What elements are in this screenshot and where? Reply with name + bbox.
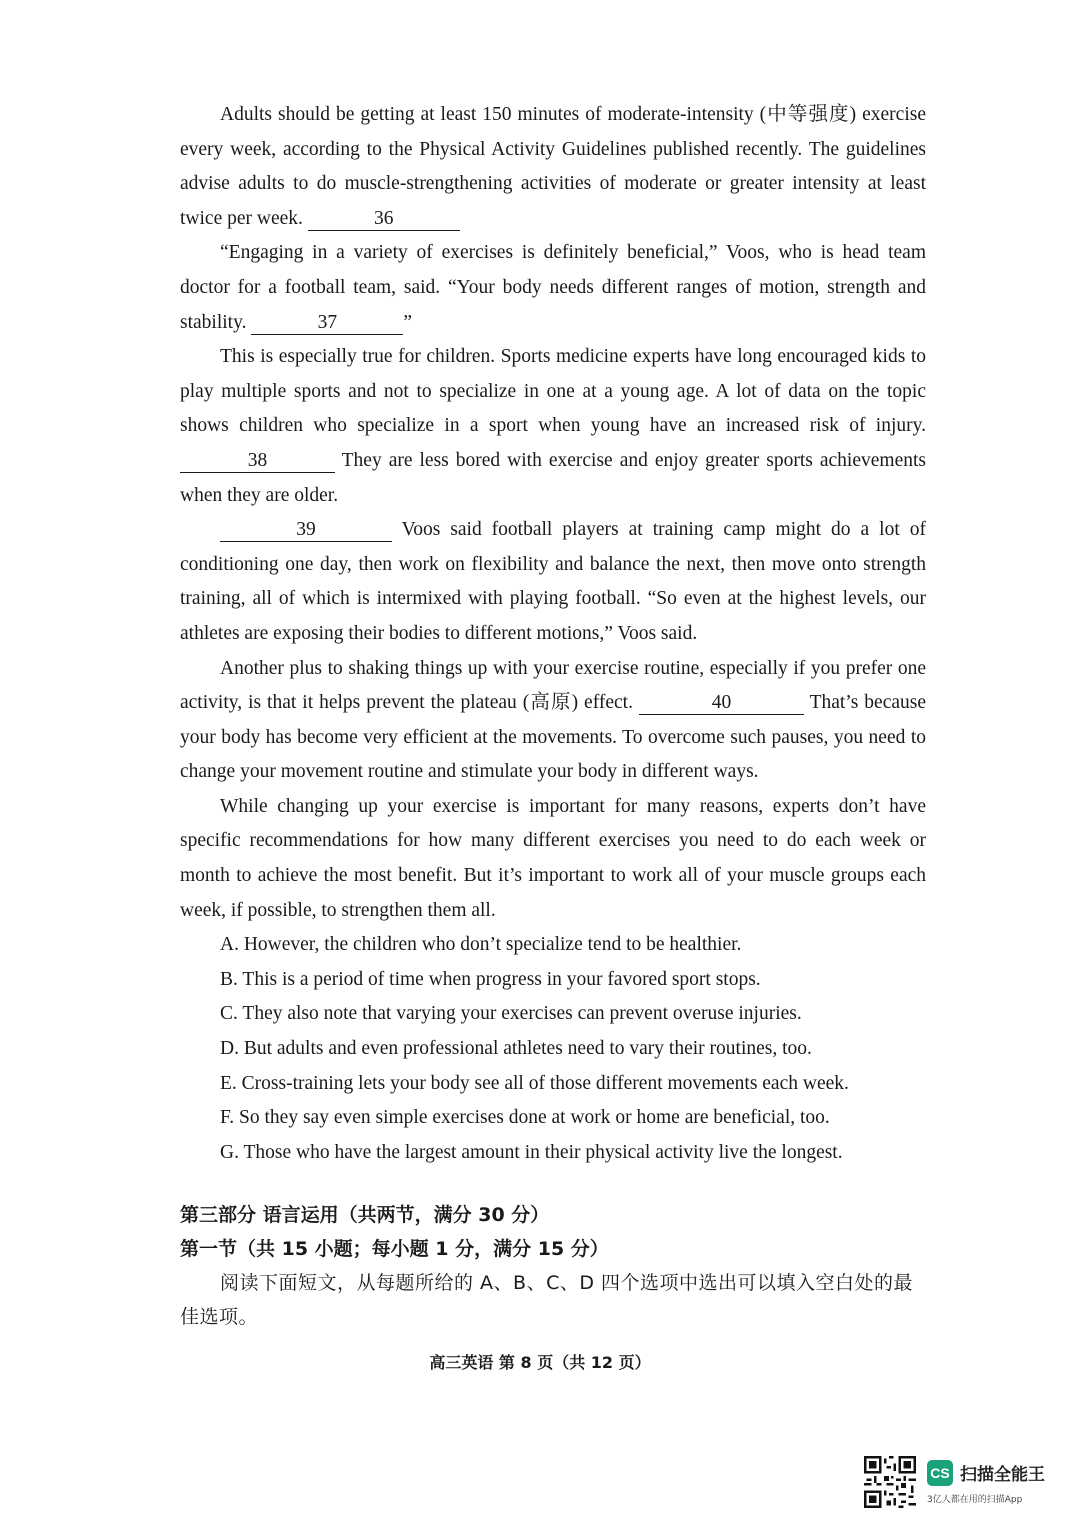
closing-quote: ” <box>403 311 412 333</box>
paragraph-text: “Engaging in a variety of exercises is definitely beneficial,” Voos, who is head team doctor for a football team, said. “Your body needs different ranges of motion, strength and stability. <box>180 242 926 333</box>
scanner-app-name: 扫描全能王 <box>960 1465 1045 1485</box>
blank-39: 39 <box>220 519 392 542</box>
blank-40: 40 <box>639 692 804 715</box>
paragraph-text: Voos said football players at training camp might do a lot of conditioning one day, then work on flexibility and balance the next, then move onto strength training, all of which is intermixed with playing football. “So even at the highest levels, our athletes are exposing their bodies to different motions,” Voos said. <box>180 519 926 644</box>
answer-options <box>180 928 926 1170</box>
passage-paragraph-3 <box>180 340 926 513</box>
option-c: C. They also note that varying your exercises can prevent overuse injuries. <box>220 1003 802 1025</box>
option-d: D. But adults and even professional athletes need to vary their routines, too. <box>220 1038 812 1060</box>
camscanner-logo: CS <box>927 1460 953 1486</box>
passage-paragraph-7 <box>180 790 926 928</box>
paragraph-text: While changing up your exercise is important for many reasons, experts don’t have specific recommendations for how many different exercises you need to do each week or month to achieve the most benefit. But it’s important to work all of your muscle groups each week, if possible, to strengthen them all. <box>180 795 926 921</box>
paragraph-text: Adults should be getting at least 150 minutes of moderate-intensity (中等强度) exercise every week, according to the Physical Activity Guidelines published recently. The guidelines advise adults to do muscle-strengthening activities of moderate or greater intensity at least twice per week. <box>180 104 926 229</box>
paragraph-text: This is especially true for children. Sports medicine experts have long encouraged kids to play multiple sports and not to specialize in one at a young age. A lot of data on the topic shows children who specialize in a sport when young have an increased risk of injury. <box>180 346 926 437</box>
scanner-watermark <box>864 1456 1064 1512</box>
option-f: F. So they say even simple exercises done at work or home are beneficial, too. <box>220 1107 830 1129</box>
passage-paragraph-1 <box>180 98 926 236</box>
page-footer: 高三英语 第 8 页（共 12 页） <box>429 1353 651 1372</box>
passage-paragraph-6 <box>180 652 926 790</box>
paragraph-text: Another plus to shaking things up with your exercise routine, especially if you prefer one activity, is that it helps prevent the plateau (高原) effect. <box>180 657 926 714</box>
blank-36: 36 <box>308 208 460 231</box>
section-instruction: 阅读下面短文，从每题所给的 A、B、C、D 四个选项中选出可以填入空白处的最佳选项。 <box>180 1272 914 1328</box>
option-a: A. However, the children who don’t specialize tend to be healthier. <box>220 934 742 956</box>
sub-heading: 第一节（共 15 小题；每小题 1 分，满分 15 分） <box>180 1238 609 1260</box>
qr-code-icon <box>864 1456 916 1508</box>
scanner-tagline: 3亿人都在用的扫描App <box>927 1495 1023 1505</box>
reading-passage <box>180 98 926 1170</box>
passage-paragraph-2 <box>180 236 926 340</box>
option-e: E. Cross-training lets your body see all of those different movements each week. <box>220 1072 849 1094</box>
option-g: G. Those who have the largest amount in their physical activity live the longest. <box>220 1141 843 1163</box>
passage-paragraph-5 <box>180 513 926 651</box>
blank-38: 38 <box>180 450 335 473</box>
part-heading: 第三部分 语言运用（共两节，满分 30 分） <box>180 1204 550 1226</box>
option-b: B. This is a period of time when progress in your favored sport stops. <box>220 968 761 990</box>
language-use-section <box>180 1198 926 1334</box>
paragraph-text: They are less bored with exercise and enjoy greater sports achievements when they are older. <box>180 449 926 506</box>
paragraph-text: That’s because your body has become very efficient at the movements. To overcome such pauses, you need to change your movement routine and stimulate your body in different ways. <box>180 692 926 783</box>
blank-37: 37 <box>251 312 403 335</box>
